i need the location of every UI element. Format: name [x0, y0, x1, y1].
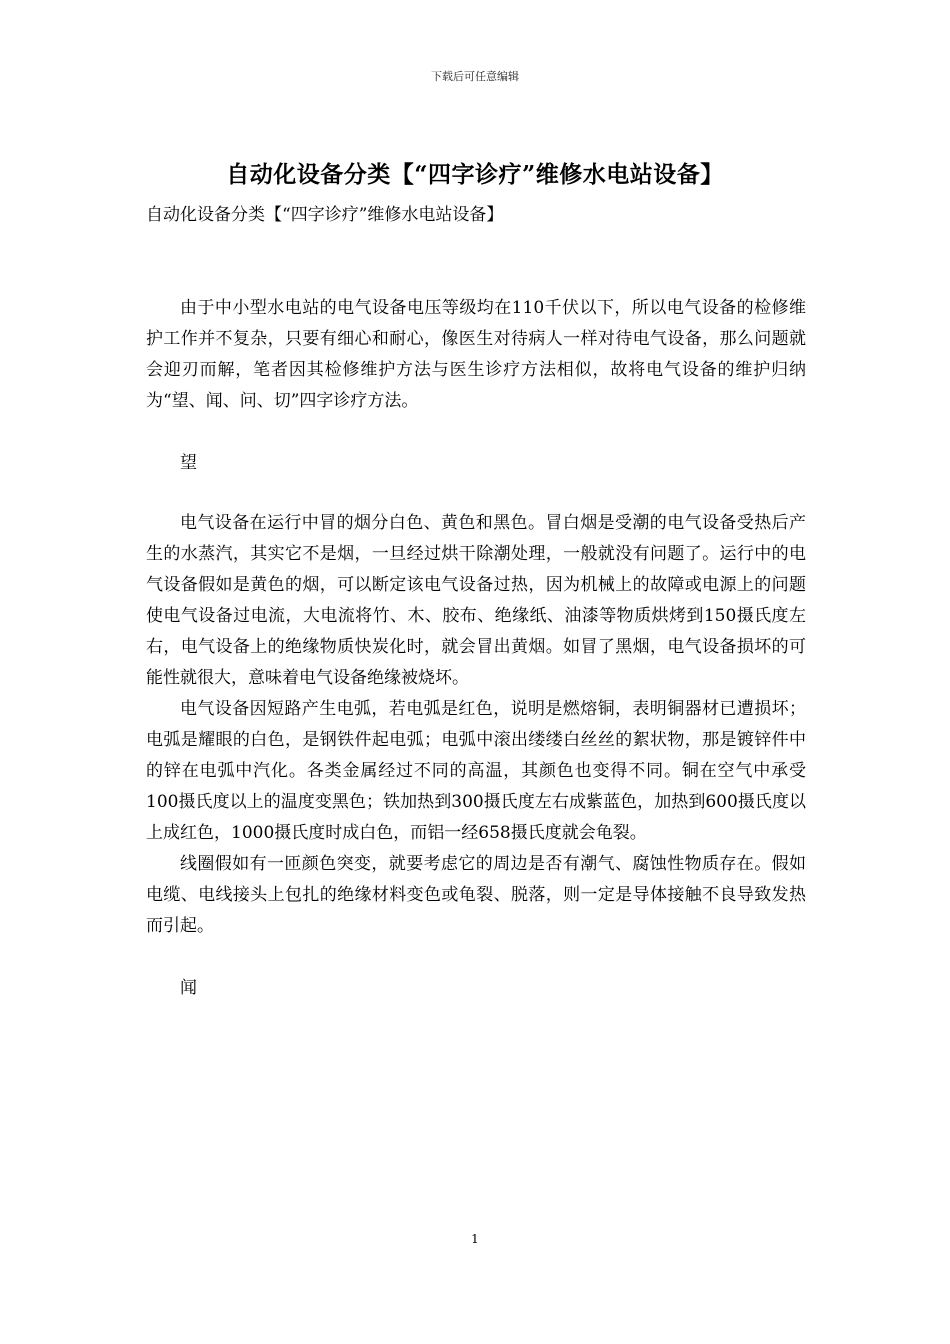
- spacer: [146, 479, 806, 508]
- page-number: 1: [471, 1232, 479, 1246]
- intro-paragraph: 由于中小型水电站的电气设备电压等级均在110千伏以下，所以电气设备的检修维护工作并不复杂，只要有细心和耐心，像医生对待病人一样对待电气设备，那么问题就会迎刃而解，笔者因其检修维护方法与医生诊疗方法相似，故将电气设备的维护归纳为“望、闻、问、切”四字诊疗方法。: [146, 298, 806, 411]
- spacer: [146, 417, 806, 448]
- spacer: [146, 231, 806, 293]
- header-note: 下载后可任意编辑: [431, 70, 519, 83]
- spacer: [146, 942, 806, 973]
- body-paragraph: 线圈假如有一匝颜色突变，就要考虑它的周边是否有潮气、腐蚀性物质存在。假如电缆、电线接头上包扎的绝缘材料变色或龟裂、脱落，则一定是导体接触不良导致发热而引起。: [146, 854, 806, 936]
- body-paragraph: 电气设备因短路产生电弧，若电弧是红色，说明是燃熔铜，表明铜器材已遭损坏；电弧是耀眼的白色，是钢铁件起电弧；电弧中滚出缕缕白丝丝的絮状物，那是镀锌件中的锌在电弧中汽化。各类金属经过不同的高温，其颜色也变得不同。铜在空气中承受100摄氏度以上的温度变黑色；铁加热到300摄氏度左右成紫蓝色，加热到600摄氏度以上成红色，1000摄氏度时成白色，而铝一经658摄氏度就会龟裂。: [146, 699, 806, 843]
- document-body: [146, 200, 806, 1004]
- section-heading-wang: 望: [180, 453, 197, 473]
- document-subtitle: 自动化设备分类【“四字诊疗”维修水电站设备】: [146, 205, 504, 225]
- section-heading-wen: 闻: [180, 978, 197, 998]
- body-paragraph: 电气设备在运行中冒的烟分白色、黄色和黑色。冒白烟是受潮的电气设备受热后产生的水蒸汽，其实它不是烟，一旦经过烘干除潮处理，一般就没有问题了。运行中的电气设备假如是黄色的烟，可以断定该电气设备过热，因为机械上的故障或电源上的问题使电气设备过电流，大电流将竹、木、胶布、绝缘纸、油漆等物质烘烤到150摄氏度左右，电气设备上的绝缘物质快炭化时，就会冒出黄烟。如冒了黑烟，电气设备损坏的可能性就很大，意味着电气设备绝缘被烧坏。: [146, 513, 806, 688]
- document-title: 自动化设备分类【“四字诊疗”维修水电站设备】: [226, 161, 724, 188]
